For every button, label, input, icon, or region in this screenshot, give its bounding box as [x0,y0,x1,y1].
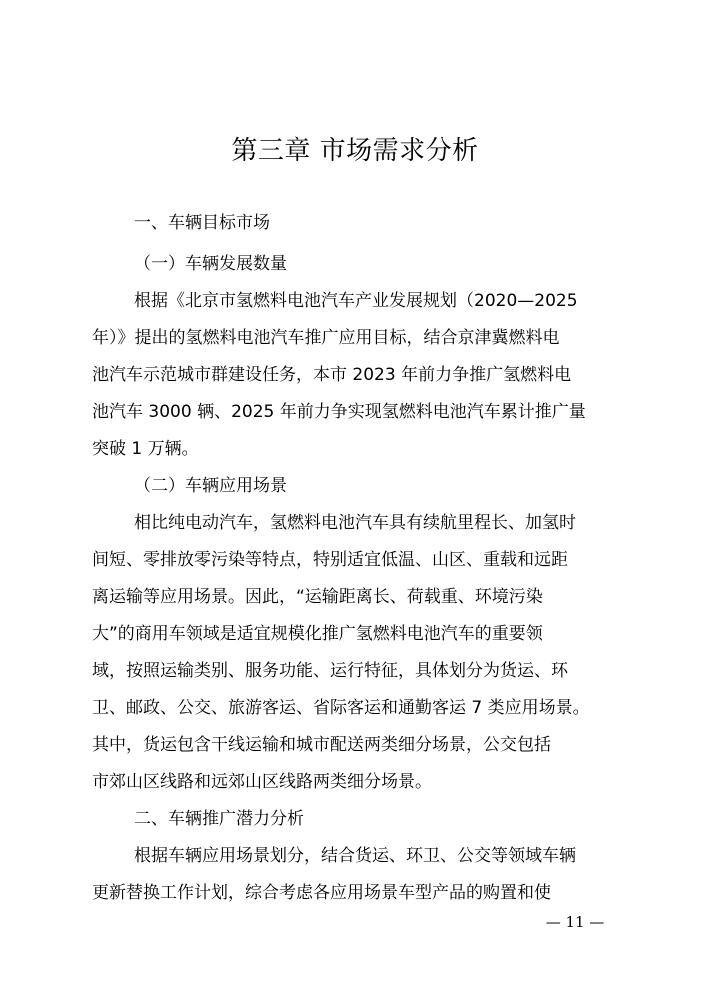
section1-heading: 一、车辆目标市场 [134,213,270,233]
paragraph-line: 域，按照运输类别、服务功能、运行特征，具体划分为货运、环 [92,661,568,681]
paragraph-line: 池汽车 3000 辆、2025 年前力争实现氢燃料电池汽车累计推广量 [92,402,586,422]
paragraph-line: 池汽车示范城市群建设任务，本市 2023 年前力争推广氢燃料电 [92,365,572,385]
paragraph-line: 根据车辆应用场景划分，结合货运、环卫、公交等领域车辆 [134,846,576,866]
paragraph-line: 其中，货运包含干线运输和城市配送两类细分场景，公交包括 [92,735,551,755]
paragraph-line: 根据《北京市氢燃料电池汽车产业发展规划（2020—2025 [134,291,578,311]
section1-sub1-heading: （一）车辆发展数量 [134,254,287,274]
paragraph-line: 更新替换工作计划，综合考虑各应用场景车型产品的购置和使 [92,883,551,903]
page-number: — 11 — [545,913,605,931]
paragraph-line: 离运输等应用场景。因此，“运输距离长、荷载重、环境污染 [92,587,543,607]
paragraph-line: 卫、邮政、公交、旅游客运、省际客运和通勤客运 7 类应用场景。 [92,698,590,718]
paragraph-line: 年）》提出的氢燃料电池汽车推广应用目标，结合京津冀燃料电 [92,328,560,348]
section2-heading: 二、车辆推广潜力分析 [134,809,304,829]
section1-sub2-heading: （二）车辆应用场景 [134,476,287,496]
paragraph-line: 大”的商用车领域是适宜规模化推广氢燃料电池汽车的重要领 [92,624,543,644]
paragraph-line: 突破 1 万辆。 [92,439,199,459]
paragraph-line: 间短、零排放零污染等特点，特别适宜低温、山区、重载和远距 [92,550,568,570]
paragraph-line: 市郊山区线路和远郊山区线路两类细分场景。 [92,772,432,792]
paragraph-line: 相比纯电动汽车，氢燃料电池汽车具有续航里程长、加氢时 [134,513,576,533]
chapter-title: 第三章 市场需求分析 [231,136,479,166]
